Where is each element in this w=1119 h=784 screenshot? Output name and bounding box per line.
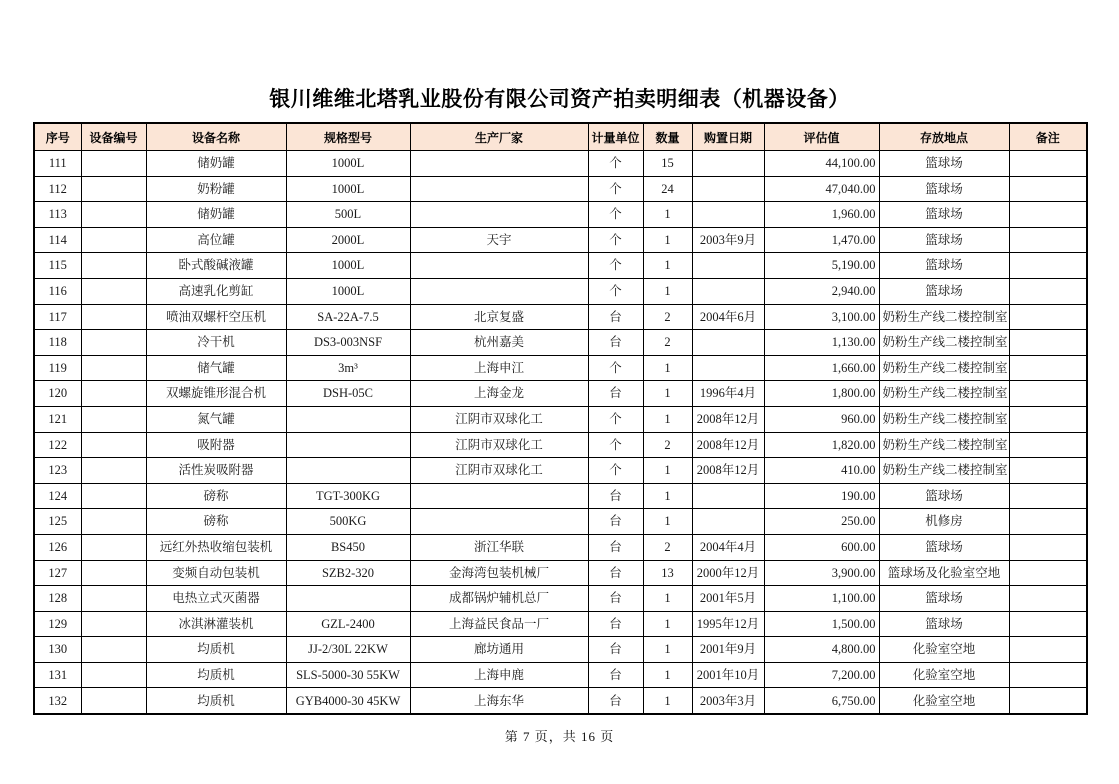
cell-seq: 111 [34,151,81,177]
cell-qty: 1 [643,202,692,228]
cell-location: 篮球场 [879,611,1009,637]
cell-value: 600.00 [764,534,879,560]
cell-seq: 126 [34,534,81,560]
cell-qty: 1 [643,253,692,279]
cell-value: 5,190.00 [764,253,879,279]
cell-unit: 个 [588,176,643,202]
cell-date [692,278,764,304]
cell-date: 1996年4月 [692,381,764,407]
cell-value: 1,100.00 [764,586,879,612]
cell-unit: 个 [588,432,643,458]
cell-unit: 个 [588,202,643,228]
cell-maker: 上海东华 [410,688,588,714]
cell-spec: GYB4000-30 45KW [286,688,410,714]
cell-value: 44,100.00 [764,151,879,177]
cell-location: 篮球场 [879,534,1009,560]
cell-code [81,688,146,714]
cell-date: 1995年12月 [692,611,764,637]
cell-location: 化验室空地 [879,637,1009,663]
cell-value: 250.00 [764,509,879,535]
cell-maker: 江阴市双球化工 [410,432,588,458]
table-row [34,176,1087,202]
column-header-unit: 计量单位 [588,123,643,151]
table-row [34,330,1087,356]
cell-unit: 个 [588,406,643,432]
cell-qty: 2 [643,304,692,330]
cell-unit: 台 [588,688,643,714]
cell-spec: 1000L [286,278,410,304]
cell-location: 篮球场 [879,586,1009,612]
cell-name: 活性炭吸附器 [146,458,286,484]
table-row [34,586,1087,612]
cell-value: 1,660.00 [764,355,879,381]
cell-qty: 1 [643,586,692,612]
cell-note [1009,458,1087,484]
cell-name: 均质机 [146,637,286,663]
cell-location: 篮球场 [879,227,1009,253]
cell-spec: SA-22A-7.5 [286,304,410,330]
cell-date: 2004年4月 [692,534,764,560]
cell-value: 6,750.00 [764,688,879,714]
column-header-maker: 生产厂家 [410,123,588,151]
cell-name: 高速乳化剪缸 [146,278,286,304]
cell-date [692,330,764,356]
cell-value: 1,800.00 [764,381,879,407]
cell-seq: 116 [34,278,81,304]
cell-code [81,662,146,688]
cell-code [81,483,146,509]
cell-spec [286,406,410,432]
column-header-spec: 规格型号 [286,123,410,151]
cell-code [81,278,146,304]
cell-qty: 1 [643,278,692,304]
table-row [34,432,1087,458]
cell-value: 410.00 [764,458,879,484]
cell-code [81,611,146,637]
cell-name: 冷干机 [146,330,286,356]
cell-code [81,304,146,330]
cell-maker [410,509,588,535]
table-row [34,227,1087,253]
cell-spec: 1000L [286,151,410,177]
cell-location: 篮球场 [879,253,1009,279]
cell-date: 2001年9月 [692,637,764,663]
cell-unit: 台 [588,509,643,535]
cell-unit: 个 [588,253,643,279]
cell-qty: 15 [643,151,692,177]
cell-code [81,432,146,458]
cell-seq: 112 [34,176,81,202]
cell-spec: 2000L [286,227,410,253]
cell-value: 960.00 [764,406,879,432]
cell-note [1009,227,1087,253]
cell-date [692,483,764,509]
cell-code [81,202,146,228]
cell-seq: 113 [34,202,81,228]
cell-location: 奶粉生产线二楼控制室 [879,381,1009,407]
cell-qty: 1 [643,637,692,663]
cell-maker [410,151,588,177]
cell-qty: 2 [643,432,692,458]
cell-note [1009,509,1087,535]
cell-value: 3,100.00 [764,304,879,330]
cell-spec: 1000L [286,253,410,279]
cell-value: 4,800.00 [764,637,879,663]
cell-date [692,509,764,535]
table-row [34,278,1087,304]
cell-qty: 1 [643,227,692,253]
cell-date [692,355,764,381]
cell-note [1009,304,1087,330]
cell-code [81,509,146,535]
cell-location: 奶粉生产线二楼控制室 [879,330,1009,356]
cell-location: 奶粉生产线二楼控制室 [879,304,1009,330]
cell-seq: 124 [34,483,81,509]
cell-maker: 上海益民食品一厂 [410,611,588,637]
cell-name: 储奶罐 [146,151,286,177]
cell-seq: 118 [34,330,81,356]
cell-date: 2004年6月 [692,304,764,330]
cell-value: 1,960.00 [764,202,879,228]
cell-location: 奶粉生产线二楼控制室 [879,406,1009,432]
cell-spec: SZB2-320 [286,560,410,586]
cell-seq: 119 [34,355,81,381]
cell-maker: 江阴市双球化工 [410,458,588,484]
table-row [34,509,1087,535]
cell-seq: 132 [34,688,81,714]
cell-seq: 120 [34,381,81,407]
cell-note [1009,355,1087,381]
cell-value: 1,500.00 [764,611,879,637]
column-header-qty: 数量 [643,123,692,151]
cell-maker: 北京复盛 [410,304,588,330]
cell-location: 机修房 [879,509,1009,535]
cell-seq: 129 [34,611,81,637]
cell-code [81,253,146,279]
cell-name: 均质机 [146,688,286,714]
cell-spec: 500L [286,202,410,228]
cell-note [1009,381,1087,407]
cell-unit: 台 [588,586,643,612]
cell-name: 储气罐 [146,355,286,381]
cell-qty: 24 [643,176,692,202]
cell-seq: 127 [34,560,81,586]
column-header-date: 购置日期 [692,123,764,151]
table-row [34,662,1087,688]
cell-maker [410,176,588,202]
cell-name: 电热立式灭菌器 [146,586,286,612]
cell-code [81,176,146,202]
cell-unit: 台 [588,304,643,330]
cell-seq: 130 [34,637,81,663]
table-row [34,381,1087,407]
cell-code [81,406,146,432]
cell-note [1009,278,1087,304]
cell-code [81,330,146,356]
cell-maker: 成都锅炉辅机总厂 [410,586,588,612]
cell-qty: 1 [643,406,692,432]
table-row [34,253,1087,279]
cell-name: 双螺旋锥形混合机 [146,381,286,407]
cell-code [81,586,146,612]
cell-date: 2003年9月 [692,227,764,253]
cell-location: 篮球场及化验室空地 [879,560,1009,586]
cell-qty: 1 [643,688,692,714]
cell-date: 2001年5月 [692,586,764,612]
cell-value: 3,900.00 [764,560,879,586]
cell-value: 1,820.00 [764,432,879,458]
cell-seq: 128 [34,586,81,612]
cell-code [81,560,146,586]
cell-unit: 个 [588,355,643,381]
cell-date [692,176,764,202]
cell-location: 奶粉生产线二楼控制室 [879,355,1009,381]
cell-maker: 江阴市双球化工 [410,406,588,432]
page-number: 第 7 页，共 16 页 [504,729,615,744]
cell-date: 2003年3月 [692,688,764,714]
cell-qty: 2 [643,534,692,560]
cell-qty: 1 [643,355,692,381]
cell-maker: 浙江华联 [410,534,588,560]
table-row [34,611,1087,637]
cell-name: 远红外热收缩包装机 [146,534,286,560]
cell-name: 磅称 [146,483,286,509]
cell-value: 7,200.00 [764,662,879,688]
cell-note [1009,560,1087,586]
table-row [34,355,1087,381]
cell-unit: 台 [588,662,643,688]
cell-maker: 上海申江 [410,355,588,381]
cell-date [692,253,764,279]
cell-spec: 500KG [286,509,410,535]
table-row [34,688,1087,714]
cell-note [1009,432,1087,458]
cell-code [81,534,146,560]
asset-table [33,122,1088,715]
cell-value: 1,130.00 [764,330,879,356]
cell-unit: 台 [588,483,643,509]
table-row [34,151,1087,177]
cell-location: 篮球场 [879,278,1009,304]
cell-date [692,202,764,228]
cell-note [1009,637,1087,663]
cell-note [1009,253,1087,279]
cell-note [1009,202,1087,228]
cell-unit: 台 [588,611,643,637]
cell-location: 化验室空地 [879,662,1009,688]
cell-location: 篮球场 [879,176,1009,202]
cell-code [81,458,146,484]
cell-note [1009,151,1087,177]
cell-code [81,355,146,381]
cell-qty: 13 [643,560,692,586]
column-header-seq: 序号 [34,123,81,151]
cell-seq: 123 [34,458,81,484]
cell-note [1009,483,1087,509]
cell-spec [286,458,410,484]
cell-note [1009,611,1087,637]
column-header-code: 设备编号 [81,123,146,151]
cell-note [1009,406,1087,432]
cell-note [1009,330,1087,356]
table-row [34,637,1087,663]
cell-spec [286,586,410,612]
cell-name: 冰淇淋灌装机 [146,611,286,637]
cell-maker: 天宇 [410,227,588,253]
cell-seq: 115 [34,253,81,279]
cell-maker: 上海金龙 [410,381,588,407]
table-row [34,534,1087,560]
cell-location: 化验室空地 [879,688,1009,714]
cell-spec: DS3-003NSF [286,330,410,356]
cell-code [81,381,146,407]
table-row [34,304,1087,330]
cell-name: 喷油双螺杆空压机 [146,304,286,330]
cell-date [692,151,764,177]
cell-spec: BS450 [286,534,410,560]
cell-location: 奶粉生产线二楼控制室 [879,432,1009,458]
cell-name: 奶粉罐 [146,176,286,202]
cell-seq: 125 [34,509,81,535]
cell-unit: 台 [588,381,643,407]
column-header-name: 设备名称 [146,123,286,151]
cell-name: 卧式酸碱液罐 [146,253,286,279]
cell-seq: 114 [34,227,81,253]
cell-name: 氮气罐 [146,406,286,432]
cell-location: 篮球场 [879,483,1009,509]
cell-date: 2008年12月 [692,458,764,484]
cell-date: 2001年10月 [692,662,764,688]
cell-date: 2008年12月 [692,406,764,432]
cell-maker [410,278,588,304]
cell-spec: SLS-5000-30 55KW [286,662,410,688]
cell-name: 变频自动包装机 [146,560,286,586]
table-row [34,560,1087,586]
cell-seq: 131 [34,662,81,688]
cell-maker [410,202,588,228]
cell-unit: 个 [588,278,643,304]
cell-name: 储奶罐 [146,202,286,228]
cell-code [81,227,146,253]
cell-code [81,637,146,663]
cell-qty: 1 [643,662,692,688]
cell-qty: 1 [643,509,692,535]
cell-value: 190.00 [764,483,879,509]
cell-name: 吸附器 [146,432,286,458]
cell-note [1009,586,1087,612]
page-title: 银川维维北塔乳业股份有限公司资产拍卖明细表（机器设备） [269,88,850,111]
cell-location: 篮球场 [879,151,1009,177]
cell-maker: 上海申鹿 [410,662,588,688]
cell-seq: 122 [34,432,81,458]
cell-unit: 台 [588,637,643,663]
cell-note [1009,688,1087,714]
cell-unit: 台 [588,560,643,586]
table-row [34,406,1087,432]
cell-spec: DSH-05C [286,381,410,407]
cell-maker: 杭州嘉美 [410,330,588,356]
column-header-location: 存放地点 [879,123,1009,151]
table-row [34,202,1087,228]
cell-spec: TGT-300KG [286,483,410,509]
cell-date: 2000年12月 [692,560,764,586]
cell-qty: 1 [643,381,692,407]
table-row [34,458,1087,484]
cell-unit: 台 [588,330,643,356]
column-header-note: 备注 [1009,123,1087,151]
cell-value: 1,470.00 [764,227,879,253]
cell-maker: 金海湾包装机械厂 [410,560,588,586]
cell-spec: 3m³ [286,355,410,381]
cell-qty: 1 [643,483,692,509]
cell-name: 磅称 [146,509,286,535]
cell-code [81,151,146,177]
cell-value: 47,040.00 [764,176,879,202]
cell-maker [410,253,588,279]
cell-maker: 廊坊通用 [410,637,588,663]
cell-qty: 2 [643,330,692,356]
cell-seq: 121 [34,406,81,432]
cell-unit: 个 [588,458,643,484]
table-row [34,483,1087,509]
cell-location: 奶粉生产线二楼控制室 [879,458,1009,484]
table-header-row [34,123,1087,151]
cell-name: 高位罐 [146,227,286,253]
cell-name: 均质机 [146,662,286,688]
cell-spec: 1000L [286,176,410,202]
cell-location: 篮球场 [879,202,1009,228]
cell-spec [286,432,410,458]
cell-unit: 台 [588,534,643,560]
cell-unit: 个 [588,151,643,177]
cell-unit: 个 [588,227,643,253]
cell-maker [410,483,588,509]
cell-note [1009,662,1087,688]
cell-qty: 1 [643,458,692,484]
cell-spec: GZL-2400 [286,611,410,637]
cell-note [1009,534,1087,560]
cell-value: 2,940.00 [764,278,879,304]
cell-date: 2008年12月 [692,432,764,458]
column-header-value: 评估值 [764,123,879,151]
cell-spec: JJ-2/30L 22KW [286,637,410,663]
cell-note [1009,176,1087,202]
cell-seq: 117 [34,304,81,330]
cell-qty: 1 [643,611,692,637]
